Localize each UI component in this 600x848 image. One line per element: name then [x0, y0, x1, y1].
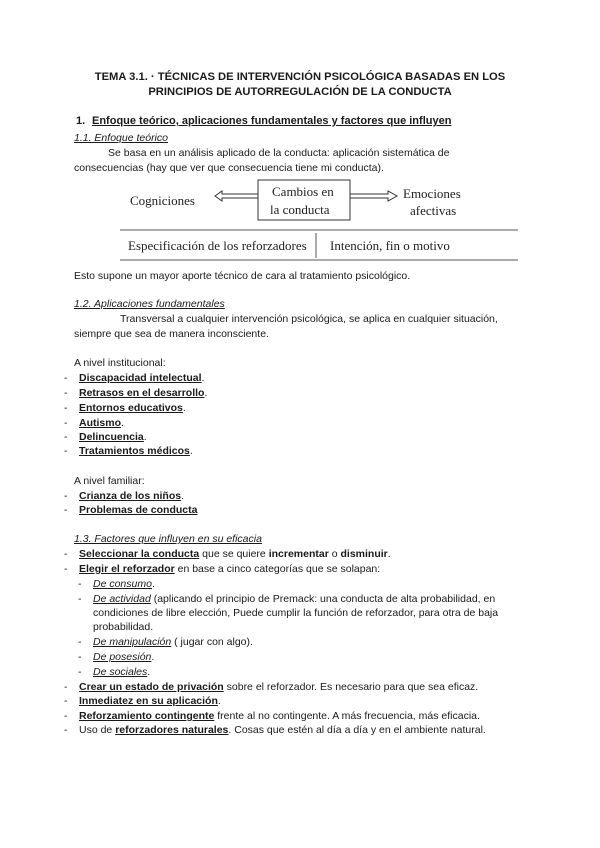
- institutional-label: A nivel institucional:: [74, 357, 166, 369]
- section-1-number: 1.: [76, 115, 86, 127]
- arrow-right-icon: [350, 191, 397, 201]
- diagram-cogniciones: Cogniciones: [130, 193, 195, 208]
- title-line-2: PRINCIPIOS DE AUTORREGULACIÓN DE LA CONDUCTA: [148, 86, 452, 98]
- diagram-emociones: Emociones: [403, 186, 461, 201]
- diagram-center-line-2: la conducta: [270, 202, 330, 217]
- section-1-title: Enfoque teórico, aplicaciones fundamentales y factores que influyen: [92, 115, 452, 127]
- subsection-1-3-title: 1.3. Factores que influyen en su eficacia: [74, 533, 262, 545]
- diagram-bottom-right: Intención, fin o motivo: [330, 238, 450, 253]
- subsection-1-1-title: 1.1. Enfoque teórico: [74, 132, 168, 144]
- family-label: A nivel familiar:: [74, 475, 145, 487]
- conduct-diagram: [110, 178, 520, 263]
- sub-list-continuation: probabilidad.: [93, 621, 154, 633]
- arrow-left-icon: [215, 191, 258, 201]
- sub-list-continuation: condiciones de libre elección, Puede cumplir la función de reforzador, para otra de baja: [93, 607, 499, 619]
- page-title: [60, 70, 540, 100]
- diagram-bottom-left: Especificación de los reforzadores: [128, 238, 307, 253]
- s12-paragraph-line-1: Transversal a cualquier intervención psicológica, se aplica en cualquier situación,: [120, 313, 498, 325]
- subsection-1-2-title: 1.2. Aplicaciones fundamentales: [74, 298, 225, 310]
- diagram-afectivas: afectivas: [410, 203, 457, 218]
- document-page: TEMA 3.1. · TÉCNICAS DE INTERVENCIÓN PSICOLÓGICA BASADAS EN LOS PRINCIPIOS DE AUTORREGULACIÓN DE LA CONDUCTA 1. Enfoque teórico, aplicaciones fundamentales y factores que influyen 1.1. Enfoque teórico Se basa en un análisis aplicado de la conducta: aplicación sistemática de consecuencias (hay que ver que consecuencia tiene mi conducta). Cogniciones Cambios en la conducta Emociones afectivas Especificación de los reforzadores Intención, fin o motivo Esto supone un mayor aporte técnico de cara al tratamiento psicológico. 1.2. Aplicaciones fundamentales Transversal a cualquier intervención psicológica, se aplica en cualquier situación, siempre que sea de manera inconsciente. A nivel institucional: - Discapacidad intelectual. - Retrasos en el desarrollo. - Entornos educativos. - Autismo. - Delincuencia. - Tratamientos médicos. A nivel familiar: - Crianza de los niños. - Problemas de conducta 1.3. Factores que influyen en su eficacia - Seleccionar la conducta que se quiere incrementar o disminuir. - Elegir el reforzador en base a cinco categorías que se solapan: - De consumo. - De actividad (aplicando el principio de Premack: una conducta de alta probabilidad, en condiciones de libre elección, Puede cumplir la función de reforzador, para otra de baja probabilidad. - De manipulación ( jugar con algo). - De posesión. - De sociales. - Crear un estado de privación sobre el reforzador. Es necesario para que sea eficaz. - Inmediatez en su aplicación. - Reforzamiento contingente frente al no contingente. A más frecuencia, más eficacia. - Uso de reforzadores naturales. Cosas que estén al día a día y en el ambiente natural.: [0, 0, 600, 848]
- diagram-center-line-1: Cambios en: [272, 184, 334, 199]
- s11-after-diagram: Esto supone un mayor aporte técnico de cara al tratamiento psicológico.: [74, 270, 411, 282]
- title-line-1: TEMA 3.1. · TÉCNICAS DE INTERVENCIÓN PSICOLÓGICA BASADAS EN LOS: [94, 71, 506, 83]
- s11-paragraph-line-1: Se basa en un análisis aplicado de la conducta: aplicación sistemática de: [108, 147, 450, 159]
- s11-paragraph-line-2: consecuencias (hay que ver que consecuencia tiene mi conducta).: [74, 162, 384, 174]
- section-1-heading: [76, 115, 452, 127]
- s12-paragraph-line-2: siempre que sea de manera inconsciente.: [74, 328, 269, 340]
